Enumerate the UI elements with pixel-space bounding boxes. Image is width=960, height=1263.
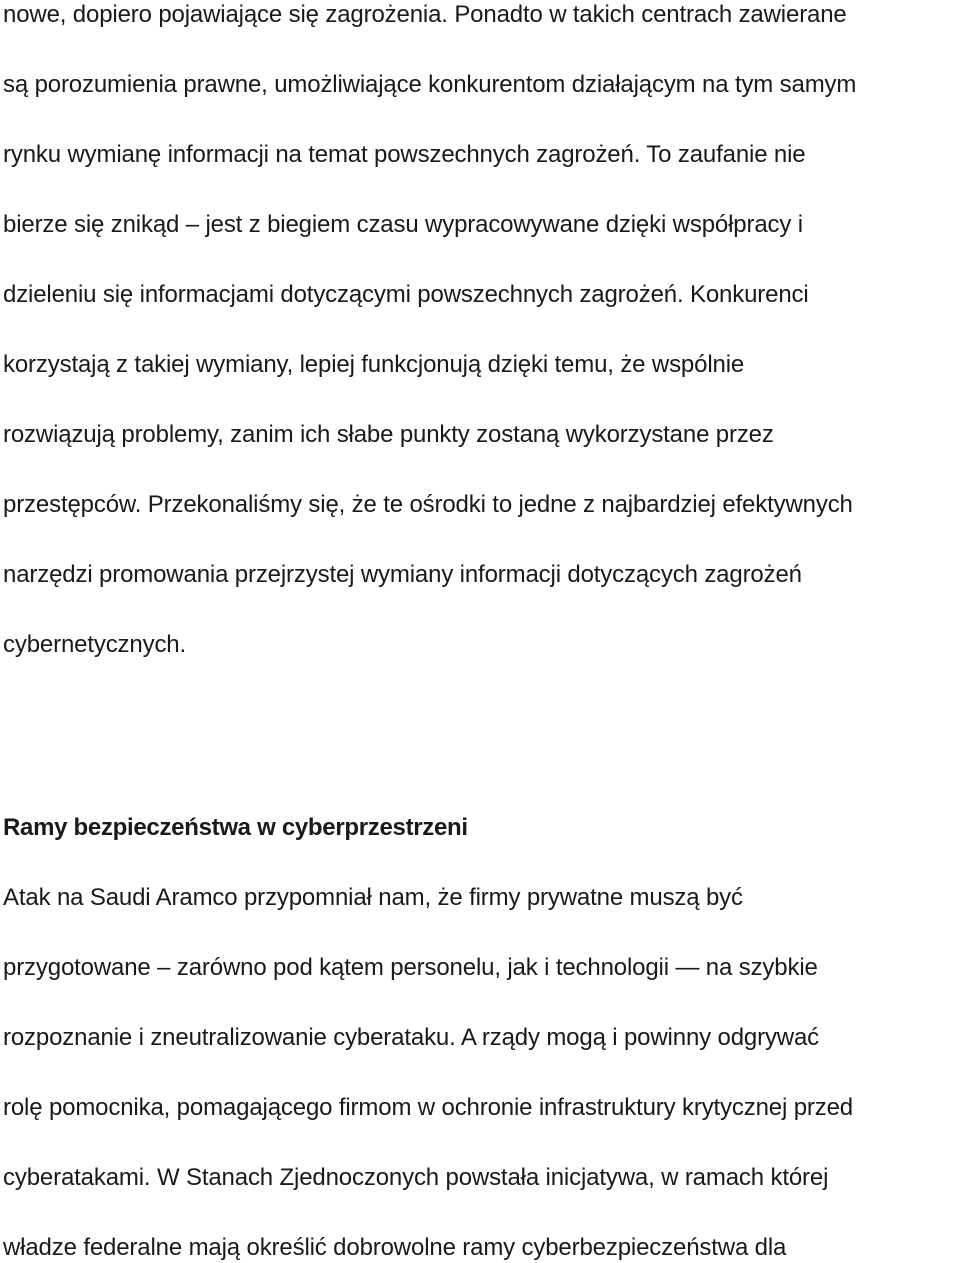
paragraph-2-line: Atak na Saudi Aramco przypomniał nam, że firmy prywatne muszą być	[3, 884, 743, 911]
paragraph-1-line: narzędzi promowania przejrzystej wymiany informacji dotyczących zagrożeń	[3, 561, 802, 588]
paragraph-1-line: korzystają z takiej wymiany, lepiej funkcjonują dzięki temu, że wspólnie	[3, 351, 745, 378]
paragraph-1-line: przestępców. Przekonaliśmy się, że te ośrodki to jedne z najbardziej efektywnych	[3, 491, 853, 518]
paragraph-2-line: przygotowane – zarówno pod kątem personelu, jak i technologii — na szybkie	[3, 954, 818, 981]
paragraph-1-line: nowe, dopiero pojawiające się zagrożenia. Ponadto w takich centrach zawierane	[3, 1, 847, 28]
paragraph-2-line: rozpoznanie i zneutralizowanie cyberataku. A rządy mogą i powinny odgrywać	[3, 1024, 820, 1051]
paragraph-1-line: rynku wymianę informacji na temat powszechnych zagrożeń. To zaufanie nie	[3, 141, 806, 168]
paragraph-2-line: rolę pomocnika, pomagającego firmom w ochronie infrastruktury krytycznej przed	[3, 1094, 853, 1121]
paragraph-2-line: cyberatakami. W Stanach Zjednoczonych powstała inicjatywa, w ramach której	[3, 1164, 829, 1191]
paragraph-1-line: bierze się znikąd – jest z biegiem czasu wypracowywane dzięki współpracy i	[3, 211, 803, 238]
paragraph-2-line: władze federalne mają określić dobrowolne ramy cyberbezpieczeństwa dla	[3, 1234, 787, 1261]
paragraph-1-line: dzieleniu się informacjami dotyczącymi powszechnych zagrożeń. Konkurenci	[3, 281, 809, 308]
paragraph-1-line: cybernetycznych.	[3, 631, 187, 658]
paragraph-1-line: są porozumienia prawne, umożliwiające konkurentom działającym na tym samym	[3, 71, 857, 98]
section-heading: Ramy bezpieczeństwa w cyberprzestrzeni	[3, 814, 468, 841]
paragraph-1-line: rozwiązują problemy, zanim ich słabe punkty zostaną wykorzystane przez	[3, 421, 774, 448]
